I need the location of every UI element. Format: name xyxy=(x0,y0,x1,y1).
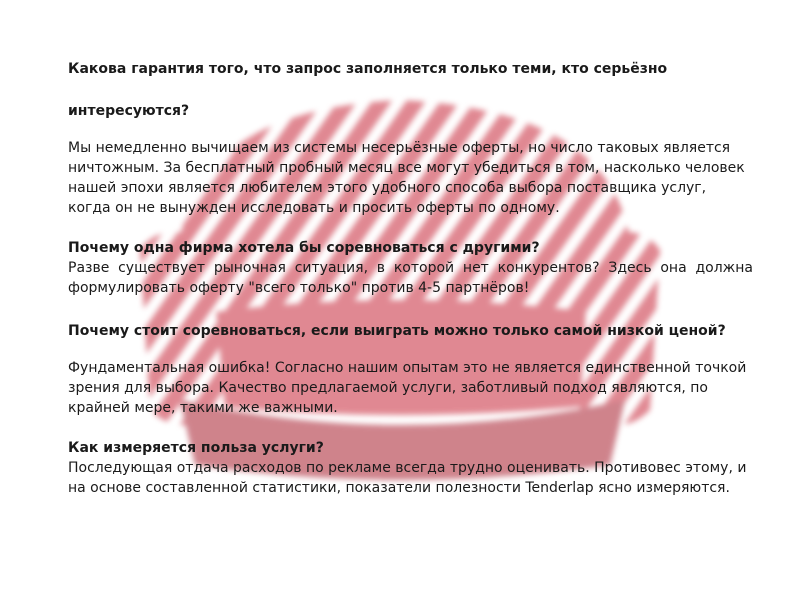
faq-question-1: Какова гарантия того, что запрос заполняется только теми, кто серьёзно интересуются? xyxy=(68,61,668,119)
faq-answer-4: Последующая отдача расходов по рекламе всегда трудно оценивать. Противовес этому, и на основе составленной статистики, показатели полезности Tenderlap ясно измеряются. xyxy=(68,460,747,496)
faq-answer-3: Фундаментальная ошибка! Согласно нашим опытам это не является единственной точкой зрения для выбора. Качество предлагаемой услуги, заботливый подход являются, по крайней мере, такими же важными. xyxy=(68,360,747,416)
faq-question-4: Как измеряется польза услуги? xyxy=(68,440,324,456)
faq-answer-1: Мы немедленно вычищаем из системы несерьёзные оферты, но число таковых является ничтожным. За бесплатный пробный месяц все могут убедиться в том, насколько человек нашей эпохи является любителем этого удобного способа выбора поставщика услуг, когда он не вынужден исследовать и просить оферты по одному. xyxy=(68,140,745,216)
faq-answer-2: Разве существует рыночная ситуация, в которой нет конкурентов? Здесь она должна формулировать оферту "всего только" против 4-5 партнёров! xyxy=(68,260,753,296)
faq-question-2: Почему одна фирма хотела бы соревноваться с другими? xyxy=(68,240,540,256)
faq-question-3: Почему стоит соревноваться, если выиграть можно только самой низкой ценой? xyxy=(68,323,726,339)
faq-content xyxy=(68,48,753,498)
